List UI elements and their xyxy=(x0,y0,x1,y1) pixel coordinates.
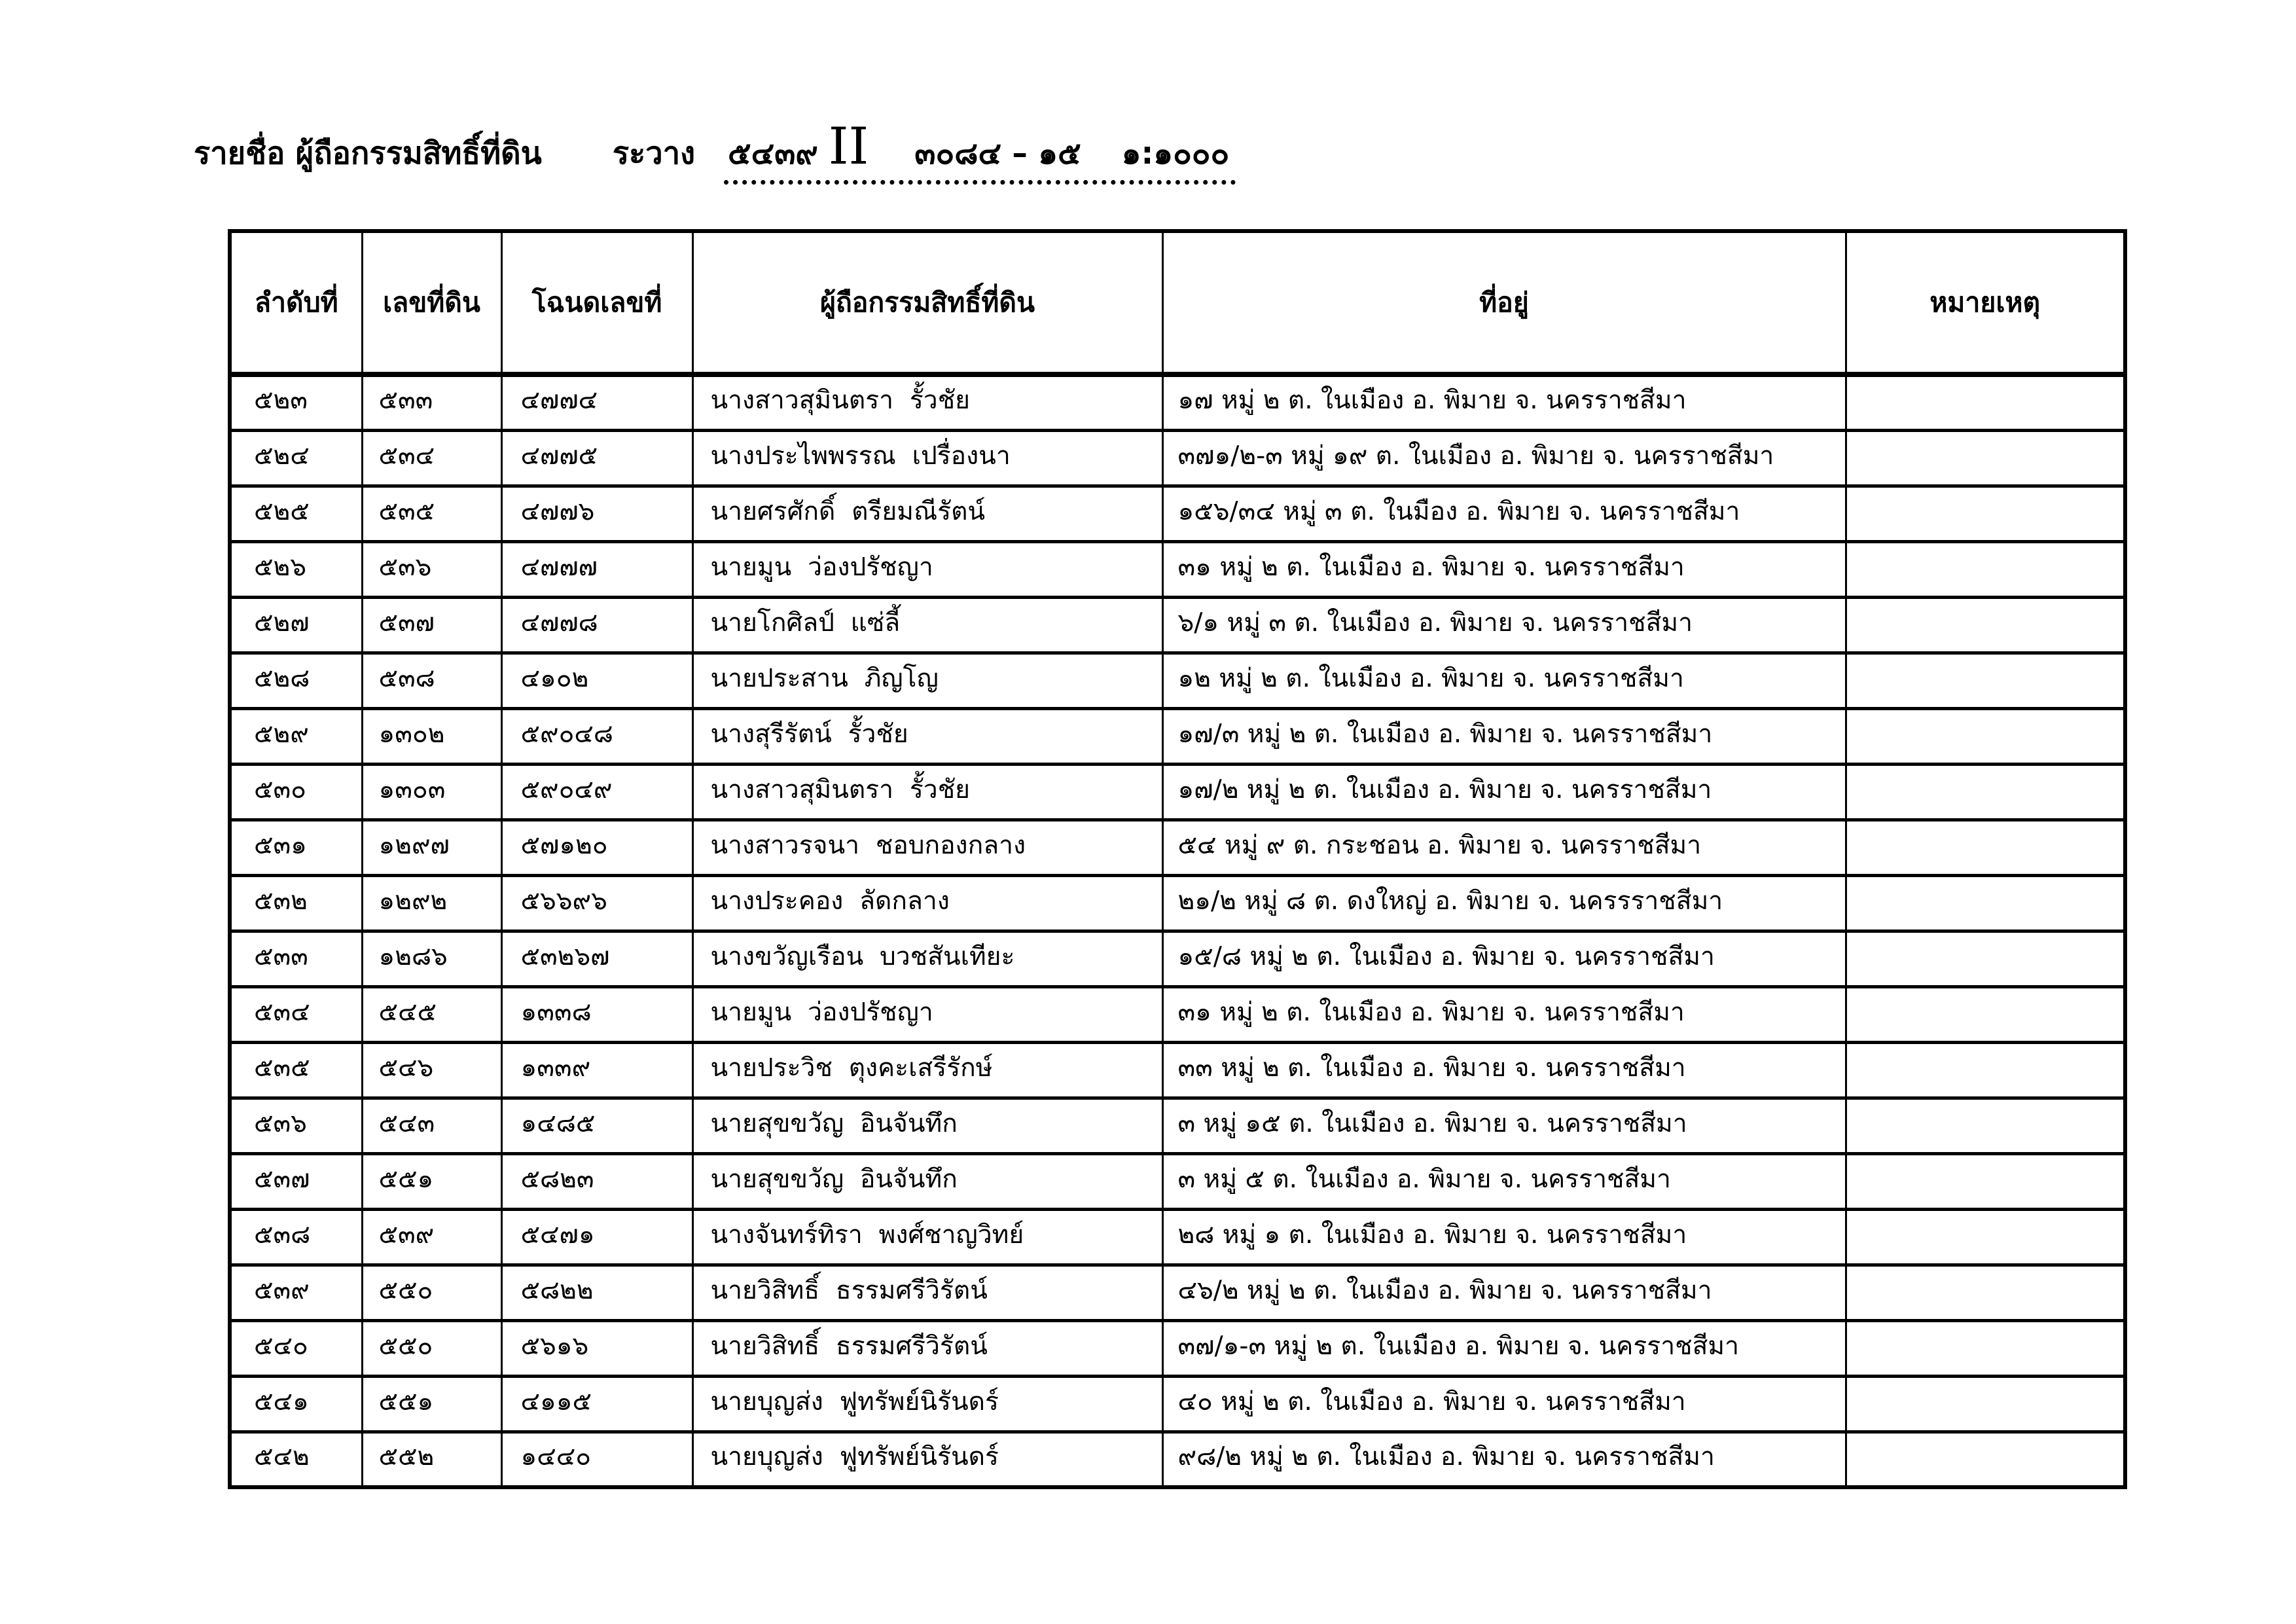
table-row xyxy=(230,430,2125,486)
cell-land-number: ๑๒๙๗ xyxy=(362,820,501,875)
cell-deed-number: ๑๓๓๙ xyxy=(501,1042,692,1098)
cell-order: ๕๒๖ xyxy=(230,541,362,597)
cell-address: ๕๔ หมู่ ๙ ต. กระชอน อ. พิมาย จ. นครราชสีมา xyxy=(1162,820,1846,875)
cell-order: ๕๓๖ xyxy=(230,1098,362,1153)
cell-owner-name: นางสาวรจนา ชอบกองกลาง xyxy=(692,820,1162,875)
cell-remark xyxy=(1846,708,2125,764)
cell-owner-name: นายมูน ว่องปรัชญา xyxy=(692,986,1162,1042)
cell-remark xyxy=(1846,653,2125,708)
cell-land-number: ๕๓๓ xyxy=(362,374,501,430)
cell-land-number: ๕๔๖ xyxy=(362,1042,501,1098)
cell-address: ๒๑/๒ หมู่ ๘ ต. ดงใหญ่ อ. พิมาย จ. นครรราชสีมา xyxy=(1162,875,1846,931)
cell-owner-name: นางขวัญเรือน บวชสันเทียะ xyxy=(692,931,1162,986)
table-body xyxy=(230,374,2125,1487)
cell-owner-name: นายสุขขวัญ อินจันทึก xyxy=(692,1098,1162,1153)
map-scale: ๑:๑๐๐๐ xyxy=(1121,135,1230,171)
column-header-remark: หมายเหตุ xyxy=(1846,231,2125,374)
cell-remark xyxy=(1846,430,2125,486)
table-row xyxy=(230,986,2125,1042)
cell-owner-name: นางจันทร์ทิรา พงศ์ชาญวิทย์ xyxy=(692,1209,1162,1265)
cell-owner-name: นายวิสิทธิ์ ธรรมศรีวิรัตน์ xyxy=(692,1265,1162,1320)
cell-remark xyxy=(1846,541,2125,597)
cell-order: ๕๓๕ xyxy=(230,1042,362,1098)
cell-land-number: ๕๕๒ xyxy=(362,1432,501,1487)
cell-order: ๕๓๐ xyxy=(230,764,362,820)
cell-deed-number: ๑๔๔๐ xyxy=(501,1432,692,1487)
cell-owner-name: นายประวิช ตุงคะเสรีรักษ์ xyxy=(692,1042,1162,1098)
cell-address: ๑๗/๒ หมู่ ๒ ต. ในเมือง อ. พิมาย จ. นครราชสีมา xyxy=(1162,764,1846,820)
table-row xyxy=(230,820,2125,875)
cell-address: ๑๒ หมู่ ๒ ต. ในเมือง อ. พิมาย จ. นครราชสีมา xyxy=(1162,653,1846,708)
table-row xyxy=(230,541,2125,597)
table-row xyxy=(230,1376,2125,1432)
cell-address: ๑๕/๘ หมู่ ๒ ต. ในเมือง อ. พิมาย จ. นครราชสีมา xyxy=(1162,931,1846,986)
title-list-label: รายชื่อ ผู้ถือกรรมสิทธิ์ที่ดิน xyxy=(194,135,542,171)
cell-address: ๖/๑ หมู่ ๓ ต. ในเมือง อ. พิมาย จ. นครราชสีมา xyxy=(1162,597,1846,653)
cell-land-number: ๕๓๙ xyxy=(362,1209,501,1265)
page-title xyxy=(194,117,1236,185)
table-row xyxy=(230,875,2125,931)
cell-deed-number: ๕๓๒๖๗ xyxy=(501,931,692,986)
cell-order: ๕๒๘ xyxy=(230,653,362,708)
cell-deed-number: ๕๘๒๒ xyxy=(501,1265,692,1320)
cell-owner-name: นางสาวสุมินตรา รั้วชัย xyxy=(692,374,1162,430)
cell-order: ๕๔๒ xyxy=(230,1432,362,1487)
cell-order: ๕๔๐ xyxy=(230,1320,362,1376)
cell-order: ๕๓๙ xyxy=(230,1265,362,1320)
cell-deed-number: ๔๗๗๗ xyxy=(501,541,692,597)
cell-address: ๑๕๖/๓๔ หมู่ ๓ ต. ในมือง อ. พิมาย จ. นครราชสีมา xyxy=(1162,486,1846,541)
cell-remark xyxy=(1846,875,2125,931)
cell-remark xyxy=(1846,1153,2125,1209)
table-row xyxy=(230,1042,2125,1098)
cell-deed-number: ๕๙๐๔๘ xyxy=(501,708,692,764)
cell-order: ๕๓๔ xyxy=(230,986,362,1042)
table-row xyxy=(230,1320,2125,1376)
cell-land-number: ๕๓๘ xyxy=(362,653,501,708)
table-row xyxy=(230,653,2125,708)
cell-address: ๓ หมู่ ๑๕ ต. ในเมือง อ. พิมาย จ. นครราชสีมา xyxy=(1162,1098,1846,1153)
cell-owner-name: นายบุญส่ง ฟูทรัพย์นิรันดร์ xyxy=(692,1432,1162,1487)
cell-deed-number: ๕๔๗๑ xyxy=(501,1209,692,1265)
cell-land-number: ๕๓๗ xyxy=(362,597,501,653)
cell-order: ๕๒๓ xyxy=(230,374,362,430)
cell-address: ๑๗ หมู่ ๒ ต. ในเมือง อ. พิมาย จ. นครราชสีมา xyxy=(1162,374,1846,430)
cell-land-number: ๕๓๔ xyxy=(362,430,501,486)
cell-land-number: ๑๒๘๖ xyxy=(362,931,501,986)
cell-owner-name: นายบุญส่ง ฟูทรัพย์นิรันดร์ xyxy=(692,1376,1162,1432)
cell-deed-number: ๔๗๗๖ xyxy=(501,486,692,541)
title-ravang-label: ระวาง xyxy=(612,135,696,171)
cell-order: ๕๒๔ xyxy=(230,430,362,486)
cell-remark xyxy=(1846,1432,2125,1487)
sheet-roman-numeral: II xyxy=(828,117,869,176)
cell-land-number: ๕๓๕ xyxy=(362,486,501,541)
cell-owner-name: นายวิสิทธิ์ ธรรมศรีวิรัตน์ xyxy=(692,1320,1162,1376)
cell-remark xyxy=(1846,597,2125,653)
table-row xyxy=(230,1432,2125,1487)
cell-order: ๕๒๗ xyxy=(230,597,362,653)
cell-deed-number: ๕๙๐๔๙ xyxy=(501,764,692,820)
cell-order: ๕๒๙ xyxy=(230,708,362,764)
table-row xyxy=(230,597,2125,653)
cell-order: ๕๓๑ xyxy=(230,820,362,875)
cell-owner-name: นายมูน ว่องปรัชญา xyxy=(692,541,1162,597)
cell-land-number: ๕๕๐ xyxy=(362,1265,501,1320)
cell-remark xyxy=(1846,1209,2125,1265)
table-row xyxy=(230,374,2125,430)
cell-deed-number: ๔๑๐๒ xyxy=(501,653,692,708)
cell-deed-number: ๔๗๗๘ xyxy=(501,597,692,653)
cell-address: ๓๑ หมู่ ๒ ต. ในเมือง อ. พิมาย จ. นครราชสีมา xyxy=(1162,986,1846,1042)
cell-deed-number: ๔๗๗๕ xyxy=(501,430,692,486)
cell-owner-name: นายประสาน ภิญโญ xyxy=(692,653,1162,708)
column-header-address: ที่อยู่ xyxy=(1162,231,1846,374)
cell-deed-number: ๑๔๘๕ xyxy=(501,1098,692,1153)
cell-remark xyxy=(1846,986,2125,1042)
cell-owner-name: นายสุขขวัญ อินจันทึก xyxy=(692,1153,1162,1209)
cell-address: ๓๑ หมู่ ๒ ต. ในเมือง อ. พิมาย จ. นครราชสีมา xyxy=(1162,541,1846,597)
cell-order: ๕๓๘ xyxy=(230,1209,362,1265)
table-row xyxy=(230,1265,2125,1320)
cell-owner-name: นางประคอง ลัดกลาง xyxy=(692,875,1162,931)
cell-order: ๕๓๗ xyxy=(230,1153,362,1209)
cell-deed-number: ๕๖๑๖ xyxy=(501,1320,692,1376)
table-header xyxy=(230,231,2125,374)
cell-remark xyxy=(1846,1376,2125,1432)
cell-order: ๕๓๒ xyxy=(230,875,362,931)
cell-owner-name: นายโกศิลป์ แซ่ลี้ xyxy=(692,597,1162,653)
sheet-range: ๓๐๘๔ – ๑๕ xyxy=(914,135,1081,171)
land-owners-table xyxy=(228,229,2127,1489)
cell-remark xyxy=(1846,820,2125,875)
cell-owner-name: นายศรศักดิ์ ตรียมณีรัตน์ xyxy=(692,486,1162,541)
cell-owner-name: นางสุรีรัตน์ รั้วชัย xyxy=(692,708,1162,764)
cell-deed-number: ๕๖๖๙๖ xyxy=(501,875,692,931)
table-header-row xyxy=(230,231,2125,374)
table-row xyxy=(230,764,2125,820)
table-row xyxy=(230,1153,2125,1209)
cell-owner-name: นางประไพพรรณ เปรื่องนา xyxy=(692,430,1162,486)
cell-land-number: ๑๓๐๓ xyxy=(362,764,501,820)
column-header-land-number: เลขที่ดิน xyxy=(362,231,501,374)
cell-remark xyxy=(1846,931,2125,986)
cell-address: ๓๗/๑-๓ หมู่ ๒ ต. ในเมือง อ. พิมาย จ. นครราชสีมา xyxy=(1162,1320,1846,1376)
sheet-reference xyxy=(724,117,1236,185)
cell-land-number: ๑๓๐๒ xyxy=(362,708,501,764)
table-row xyxy=(230,1209,2125,1265)
cell-address: ๔๖/๒ หมู่ ๒ ต. ในเมือง อ. พิมาย จ. นครราชสีมา xyxy=(1162,1265,1846,1320)
cell-address: ๒๘ หมู่ ๑ ต. ในเมือง อ. พิมาย จ. นครราชสีมา xyxy=(1162,1209,1846,1265)
table-row xyxy=(230,486,2125,541)
cell-remark xyxy=(1846,764,2125,820)
cell-deed-number: ๔๗๗๔ xyxy=(501,374,692,430)
cell-deed-number: ๔๑๑๕ xyxy=(501,1376,692,1432)
table-row xyxy=(230,708,2125,764)
table-row xyxy=(230,931,2125,986)
column-header-order: ลำดับที่ xyxy=(230,231,362,374)
cell-land-number: ๕๔๕ xyxy=(362,986,501,1042)
cell-deed-number: ๕๗๑๒๐ xyxy=(501,820,692,875)
cell-deed-number: ๕๘๒๓ xyxy=(501,1153,692,1209)
cell-order: ๕๓๓ xyxy=(230,931,362,986)
cell-remark xyxy=(1846,1098,2125,1153)
cell-remark xyxy=(1846,374,2125,430)
cell-order: ๕๔๑ xyxy=(230,1376,362,1432)
table-row xyxy=(230,1098,2125,1153)
cell-land-number: ๑๒๙๒ xyxy=(362,875,501,931)
cell-remark xyxy=(1846,486,2125,541)
cell-land-number: ๕๕๐ xyxy=(362,1320,501,1376)
cell-land-number: ๕๓๖ xyxy=(362,541,501,597)
cell-land-number: ๕๕๑ xyxy=(362,1153,501,1209)
cell-deed-number: ๑๓๓๘ xyxy=(501,986,692,1042)
cell-address: ๓๗๑/๒-๓ หมู่ ๑๙ ต. ในเมือง อ. พิมาย จ. นครราชสีมา xyxy=(1162,430,1846,486)
cell-address: ๙๘/๒ หมู่ ๒ ต. ในเมือง อ. พิมาย จ. นครราชสีมา xyxy=(1162,1432,1846,1487)
cell-land-number: ๕๔๓ xyxy=(362,1098,501,1153)
column-header-owner: ผู้ถือกรรมสิทธิ์ที่ดิน xyxy=(692,231,1162,374)
sheet-number: ๕๔๓๙ xyxy=(728,135,818,171)
cell-address: ๓ หมู่ ๕ ต. ในเมือง อ. พิมาย จ. นครราชสีมา xyxy=(1162,1153,1846,1209)
cell-address: ๔๐ หมู่ ๒ ต. ในเมือง อ. พิมาย จ. นครราชสีมา xyxy=(1162,1376,1846,1432)
cell-remark xyxy=(1846,1265,2125,1320)
cell-remark xyxy=(1846,1320,2125,1376)
cell-owner-name: นางสาวสุมินตรา รั้วชัย xyxy=(692,764,1162,820)
cell-address: ๓๓ หมู่ ๒ ต. ในเมือง อ. พิมาย จ. นครราชสีมา xyxy=(1162,1042,1846,1098)
cell-land-number: ๕๕๑ xyxy=(362,1376,501,1432)
cell-address: ๑๗/๓ หมู่ ๒ ต. ในเมือง อ. พิมาย จ. นครราชสีมา xyxy=(1162,708,1846,764)
cell-order: ๕๒๕ xyxy=(230,486,362,541)
cell-remark xyxy=(1846,1042,2125,1098)
column-header-deed-number: โฉนดเลขที่ xyxy=(501,231,692,374)
